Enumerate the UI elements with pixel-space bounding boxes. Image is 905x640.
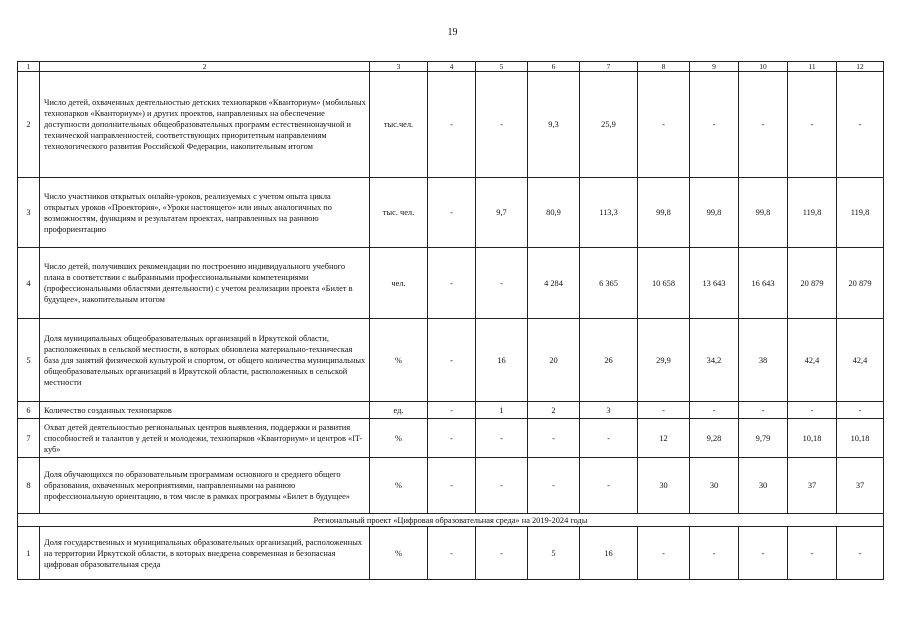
value-cell: 34,2 [690, 319, 739, 402]
table-row [18, 178, 884, 248]
table-row [18, 248, 884, 319]
value-cell: - [428, 419, 476, 458]
value-cell: 9,3 [528, 72, 580, 178]
table-row [18, 419, 884, 458]
value-cell: 10,18 [837, 419, 884, 458]
value-cell: - [690, 402, 739, 419]
value-cell: - [638, 72, 690, 178]
row-number: 3 [18, 178, 40, 248]
value-cell: 29,9 [638, 319, 690, 402]
indicators-table [17, 61, 884, 580]
column-number: 11 [788, 62, 837, 72]
value-cell: - [638, 527, 690, 580]
indicator-description: Охват детей деятельностью региональных центров выявления, поддержки и развития способностей и талантов у детей и молодежи, технопарков «Кванториум» и центров «IT-куб» [40, 419, 370, 458]
value-cell: - [690, 527, 739, 580]
column-number: 9 [690, 62, 739, 72]
value-cell: - [788, 527, 837, 580]
value-cell: 2 [528, 402, 580, 419]
value-cell: 9,79 [739, 419, 788, 458]
value-cell: 4 284 [528, 248, 580, 319]
value-cell: - [837, 72, 884, 178]
column-number: 12 [837, 62, 884, 72]
value-cell: - [476, 72, 528, 178]
value-cell: 37 [788, 458, 837, 514]
value-cell: 30 [739, 458, 788, 514]
column-number-row [18, 62, 884, 72]
column-number: 4 [428, 62, 476, 72]
row-number: 7 [18, 419, 40, 458]
value-cell: 119,8 [788, 178, 837, 248]
value-cell: 113,3 [580, 178, 638, 248]
unit-cell: тыс.чел. [370, 72, 428, 178]
column-number: 1 [18, 62, 40, 72]
column-number: 7 [580, 62, 638, 72]
value-cell: 30 [638, 458, 690, 514]
section-title: Региональный проект «Цифровая образовательная среда» на 2019-2024 годы [18, 514, 884, 527]
value-cell: - [428, 178, 476, 248]
value-cell: 10 658 [638, 248, 690, 319]
column-number: 2 [40, 62, 370, 72]
row-number: 1 [18, 527, 40, 580]
value-cell: 26 [580, 319, 638, 402]
value-cell: - [428, 458, 476, 514]
unit-cell: ед. [370, 402, 428, 419]
value-cell: 13 643 [690, 248, 739, 319]
indicator-description: Количество созданных технопарков [40, 402, 370, 419]
indicator-description: Доля государственных и муниципальных образовательных организаций, расположенных на территории Иркутской области, в которых внедрена современная и безопасная цифровая образовательная среда [40, 527, 370, 580]
value-cell: - [739, 402, 788, 419]
value-cell: - [580, 458, 638, 514]
unit-cell: % [370, 458, 428, 514]
value-cell: - [476, 419, 528, 458]
column-number: 5 [476, 62, 528, 72]
value-cell: 9,7 [476, 178, 528, 248]
section-header-row [18, 514, 884, 527]
value-cell: 99,8 [739, 178, 788, 248]
value-cell: - [580, 419, 638, 458]
table-row [18, 72, 884, 178]
value-cell: 42,4 [788, 319, 837, 402]
value-cell: - [837, 402, 884, 419]
table-row [18, 458, 884, 514]
unit-cell: чел. [370, 248, 428, 319]
value-cell: 20 879 [837, 248, 884, 319]
value-cell: 10,18 [788, 419, 837, 458]
value-cell: 30 [690, 458, 739, 514]
value-cell: 42,4 [837, 319, 884, 402]
value-cell: - [476, 527, 528, 580]
value-cell: - [788, 72, 837, 178]
indicator-description: Число детей, охваченных деятельностью детских технопарков «Кванториум» (мобильных технопарков «Кванториум») и других проектов, направленных на обеспечение доступности дополнительных общеобразовательных программ естественнонаучной и технической направленностей, соответствующих приоритетным направлениям технологического развития Российской Федерации, накопительным итогом [40, 72, 370, 178]
indicator-description: Доля муниципальных общеобразовательных организаций в Иркутской области, расположенных в сельской местности, в которых обновлена материально-техническая база для занятий физической культурой и спортом, от общего количества муниципальных общеобразовательных организаций в Иркутской области, расположенных в сельской местности [40, 319, 370, 402]
row-number: 4 [18, 248, 40, 319]
value-cell: 12 [638, 419, 690, 458]
value-cell: 16 [580, 527, 638, 580]
row-number: 6 [18, 402, 40, 419]
value-cell: 3 [580, 402, 638, 419]
value-cell: 99,8 [638, 178, 690, 248]
value-cell: 20 879 [788, 248, 837, 319]
value-cell: - [690, 72, 739, 178]
value-cell: 37 [837, 458, 884, 514]
unit-cell: % [370, 419, 428, 458]
value-cell: 38 [739, 319, 788, 402]
value-cell: - [638, 402, 690, 419]
value-cell: 1 [476, 402, 528, 419]
column-number: 6 [528, 62, 580, 72]
value-cell: 16 643 [739, 248, 788, 319]
value-cell: - [788, 402, 837, 419]
unit-cell: тыс. чел. [370, 178, 428, 248]
value-cell: - [476, 458, 528, 514]
value-cell: - [428, 248, 476, 319]
row-number: 5 [18, 319, 40, 402]
value-cell: - [428, 527, 476, 580]
value-cell: - [739, 527, 788, 580]
indicator-description: Доля обучающихся по образовательным программам основного и среднего общего образования, охваченных мероприятиями, направленными на раннюю профессиональную ориентацию, в том числе в рамках программы «Билет в будущее» [40, 458, 370, 514]
value-cell: 80,9 [528, 178, 580, 248]
table-row [18, 319, 884, 402]
value-cell: 16 [476, 319, 528, 402]
value-cell: - [739, 72, 788, 178]
table-row [18, 402, 884, 419]
value-cell: 20 [528, 319, 580, 402]
unit-cell: % [370, 527, 428, 580]
row-number: 2 [18, 72, 40, 178]
table-row [18, 527, 884, 580]
value-cell: 9,28 [690, 419, 739, 458]
value-cell: - [428, 319, 476, 402]
value-cell: - [428, 72, 476, 178]
indicator-description: Число детей, получивших рекомендации по построению индивидуального учебного плана в соответствии с выбранными профессиональными компетенциями (профессиональными областями деятельности) с учетом реализации проекта «Билет в будущее», накопительным итогом [40, 248, 370, 319]
column-number: 10 [739, 62, 788, 72]
value-cell: 99,8 [690, 178, 739, 248]
value-cell: - [837, 527, 884, 580]
value-cell: 5 [528, 527, 580, 580]
unit-cell: % [370, 319, 428, 402]
value-cell: 25,9 [580, 72, 638, 178]
value-cell: - [476, 248, 528, 319]
column-number: 8 [638, 62, 690, 72]
value-cell: - [528, 458, 580, 514]
value-cell: 6 365 [580, 248, 638, 319]
value-cell: 119,8 [837, 178, 884, 248]
page-number: 19 [447, 27, 458, 38]
indicator-description: Число участников открытых онлайн-уроков, реализуемых с учетом опыта цикла открытых уроков «Проектория», «Уроки настоящего» или иных аналогичных по возможностям, функциям и результатам проектах, направленных на раннюю профориентацию [40, 178, 370, 248]
value-cell: - [528, 419, 580, 458]
column-number: 3 [370, 62, 428, 72]
row-number: 8 [18, 458, 40, 514]
value-cell: - [428, 402, 476, 419]
